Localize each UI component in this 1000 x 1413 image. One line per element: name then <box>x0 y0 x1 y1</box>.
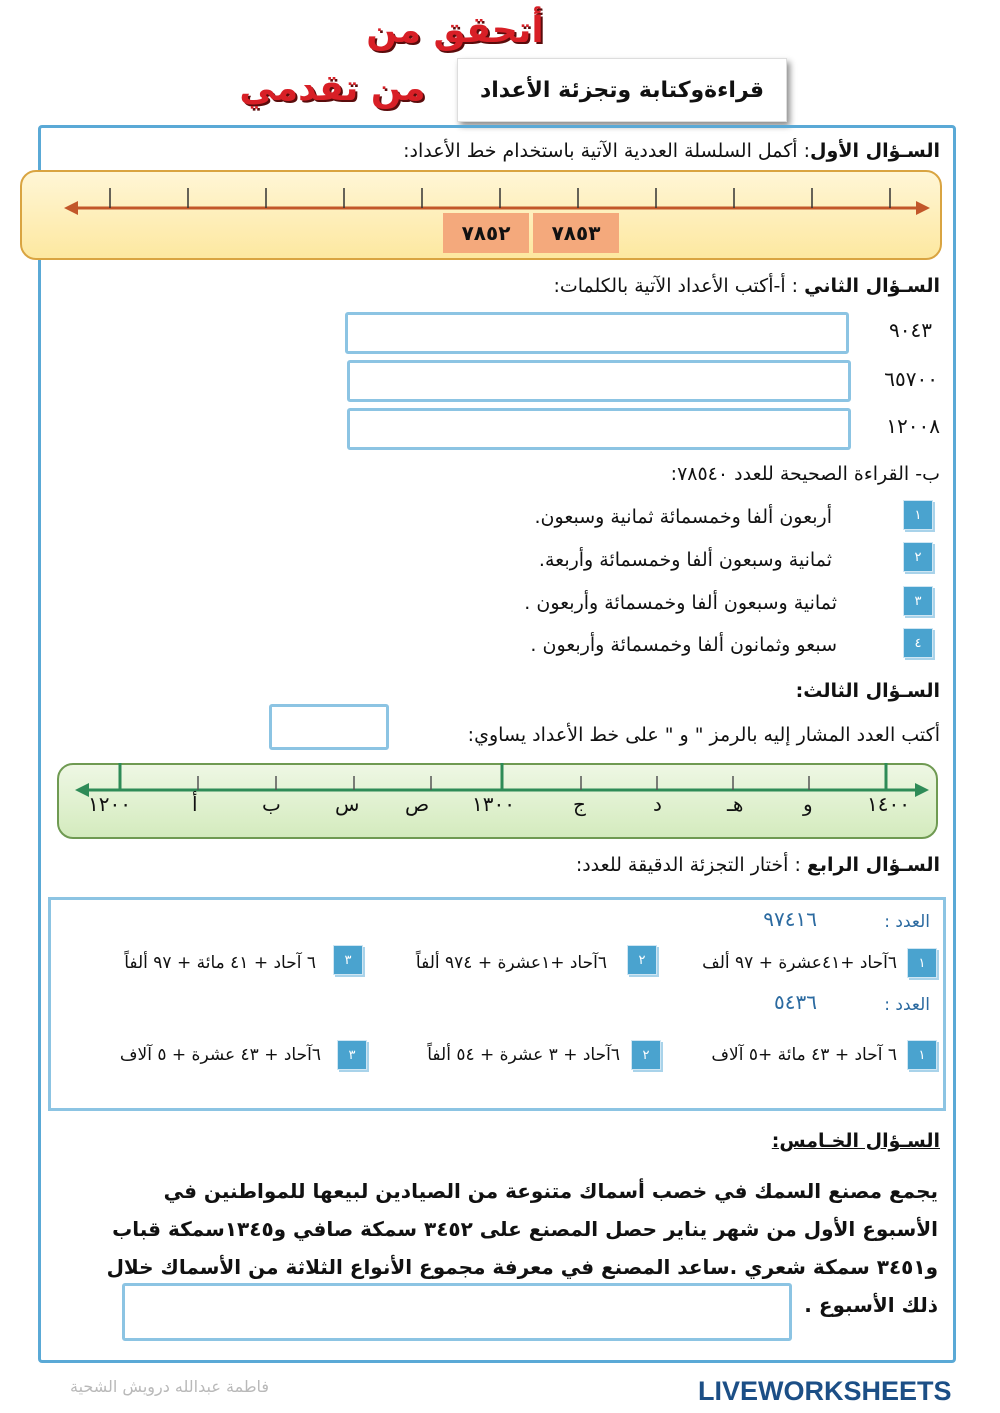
q4-heading <box>576 854 940 876</box>
q2-option-2-button[interactable]: ٢ <box>903 542 933 572</box>
q3-label-ba: ب <box>262 792 281 816</box>
q5-line-1: يجمع مصنع السمك في خصب أسماك متنوعة من الصيادين لبيعها للمواطنين في <box>163 1179 938 1203</box>
q2-number-2: ٦٥٧٠٠ <box>884 367 938 391</box>
q4-item-1-option-1-button[interactable]: ١ <box>907 948 937 978</box>
q1-text: : أكمل السلسلة العددية الآتية باستخدام خط الأعداد: <box>403 140 811 162</box>
q2-answer-input-2[interactable] <box>347 360 851 402</box>
q3-label-1200: ١٢٠٠ <box>88 792 131 816</box>
q3-label-sin: س <box>335 792 360 816</box>
q1-arrow-right <box>916 201 930 215</box>
q5-line-3: و٣٤٥١ سمكة شعري .ساعد المصنع في معرفة مجموع الأنواع الثلاثة من الأسماك خلال <box>106 1255 938 1279</box>
q4-item-1-number-label: العدد : <box>884 912 930 932</box>
q1-label: السـؤال الأول <box>810 140 940 162</box>
q2-number-1: ٩٠٤٣ <box>889 318 932 342</box>
q5-label: السـؤال الخـامس: <box>771 1130 940 1152</box>
q3-arrow-right <box>915 783 929 797</box>
q1-heading <box>403 140 940 162</box>
author-signature: فاطمة عبدالله درويش الشحية <box>70 1377 270 1396</box>
q4-item-2-option-1-text: ٦ آحاد + ٤٣ مائة +٥ آلاف <box>711 1045 897 1065</box>
q3-text: أكتب العدد المشار إليه بالرمز " و " على خط الأعداد يساوي: <box>467 724 940 746</box>
q4-item-1-option-1-text: ٦آحاد +٤١عشرة + ٩٧ ألف <box>702 953 897 973</box>
q3-answer-input[interactable] <box>269 704 389 750</box>
q4-item-1-option-3-button[interactable]: ٣ <box>333 945 363 975</box>
q2-number-3: ١٢٠٠٨ <box>886 414 940 438</box>
q1-given-7852: ٧٨٥٢ <box>443 213 529 253</box>
q2-part-b-text: ب- القراءة الصحيحة للعدد ٧٨٥٤٠: <box>670 463 940 485</box>
q4-item-2-number-label: العدد : <box>884 995 930 1015</box>
q3-major-ticks <box>120 763 886 790</box>
liveworksheets-logo: LIVEWORKSHEETS <box>698 1376 952 1406</box>
q2-option-1-button[interactable]: ١ <box>903 500 933 530</box>
q2-option-4-button[interactable]: ٤ <box>903 628 933 658</box>
q4-item-1-number: ٩٧٤١٦ <box>763 907 817 931</box>
q4-item-2-option-2-text: ٦آحاد + ٣ عشرة + ٥٤ ألفاً <box>427 1045 620 1065</box>
q2-option-3-button[interactable]: ٣ <box>903 586 933 616</box>
worksheet-title: قراءةوكتابة وتجزئة الأعداد <box>457 58 787 122</box>
q4-item-2-option-3-text: ٦آحاد + ٤٣ عشرة + ٥ آلاف <box>119 1045 321 1065</box>
q3-label: السـؤال الثالث: <box>795 680 940 702</box>
q1-arrow-left <box>64 201 78 215</box>
q2-text: : أ-أكتب الأعداد الآتية بالكلمات: <box>553 275 805 297</box>
q3-label-dal: د <box>653 792 662 816</box>
q2-option-1-text: أربعون ألفا وخمسمائة ثمانية وسبعون. <box>534 506 832 528</box>
q3-label-ha: هـ <box>727 792 744 816</box>
q3-label-jim: ج <box>573 792 586 816</box>
q1-given-7853: ٧٨٥٣ <box>533 213 619 253</box>
q5-line-4: ذلك الأسبوع . <box>804 1293 938 1317</box>
q5-answer-input[interactable] <box>122 1283 792 1341</box>
q5-line-2: الأسبوع الأول من شهر يناير حصل المصنع على ٣٤٥٢ سمكة صافي و١٣٤٥سمكة قباب <box>112 1217 938 1241</box>
q2-option-4-text: سبعو وثمانون ألفا وخمسمائة وأربعون . <box>530 634 837 656</box>
banner-line-1: أتحقق من <box>366 10 544 51</box>
q2-option-2-text: ثمانية وسبعون ألفا وخمسمائة وأربعة. <box>538 549 832 571</box>
q2-option-3-text: ثمانية وسبعون ألفا وخمسمائة وأربعون . <box>524 592 837 614</box>
banner-line-2: من تقدمي <box>239 68 426 109</box>
q2-answer-input-1[interactable] <box>345 312 849 354</box>
q4-item-2-number: ٥٤٣٦ <box>774 990 817 1014</box>
q3-label-alif: أ <box>192 792 198 816</box>
q1-ticks <box>110 188 890 208</box>
q4-item-2-option-2-button[interactable]: ٢ <box>631 1040 661 1070</box>
q3-label-1300: ١٣٠٠ <box>472 792 515 816</box>
q4-item-2-option-1-button[interactable]: ١ <box>907 1040 937 1070</box>
q4-item-1-option-2-text: ٦آحاد +١عشرة + ٩٧٤ ألفاً <box>415 953 607 973</box>
q4-item-1-option-3-text: ٦ آحاد + ٤١ مائة + ٩٧ ألفاً <box>124 953 316 973</box>
q3-label-waw: و <box>803 792 813 816</box>
q4-item-1-option-2-button[interactable]: ٢ <box>627 945 657 975</box>
q4-item-2-option-3-button[interactable]: ٣ <box>337 1040 367 1070</box>
q4-text: : أختار التجزئة الدقيقة للعدد: <box>575 854 807 876</box>
q2-answer-input-3[interactable] <box>347 408 851 450</box>
q3-arrow-left <box>75 783 89 797</box>
q2-label: السـؤال الثاني <box>804 275 940 297</box>
q2-heading <box>553 275 940 297</box>
q4-label: السـؤال الرابع <box>806 854 940 876</box>
q3-label-1400: ١٤٠٠ <box>867 792 910 816</box>
q3-label-sad: ص <box>405 792 430 816</box>
